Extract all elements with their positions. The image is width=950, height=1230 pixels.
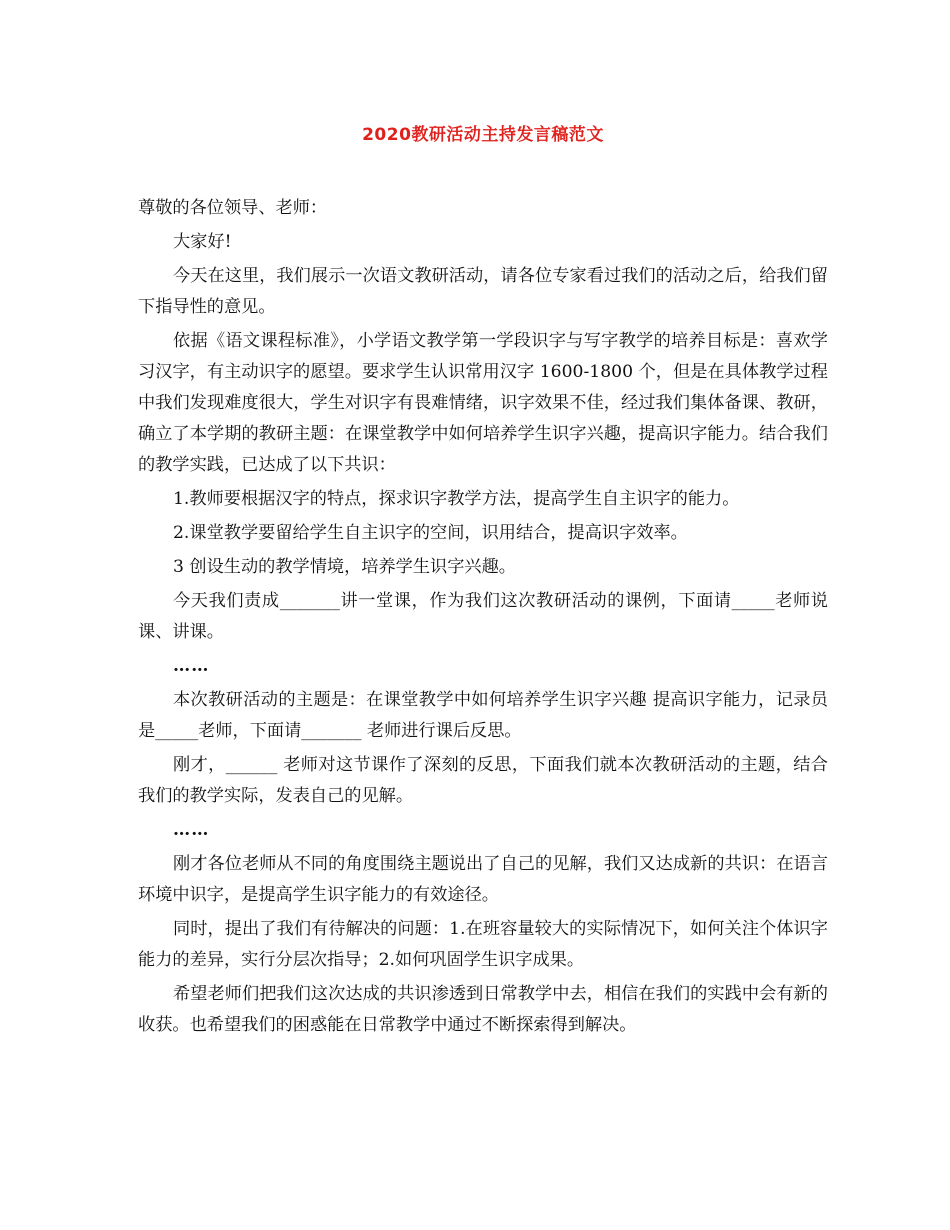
paragraph-problems: 同时，提出了我们有待解决的问题：1.在班容量较大的实际情况下，如何关注个体识字能力的差异，实行分层次指导；2.如何巩固学生识字成果。 [138, 919, 828, 970]
greeting: 大家好! [173, 232, 232, 252]
ellipsis-1: …… [173, 656, 210, 676]
document-page [138, 120, 828, 1044]
paragraph-new-consensus: 刚才各位老师从不同的角度围绕主题说出了自己的见解，我们又达成新的共识：在语言环境中识字，是提高学生识字能力的有效途径。 [138, 854, 828, 905]
consensus-item-1: 1.教师要根据汉字的特点，探求识字教学方法，提高学生自主识字的能力。 [173, 489, 740, 509]
paragraph-standards: 依据《语文课程标准》，小学语文教学第一学段识字与写字教学的培养目标是：喜欢学习汉字，有主动识字的愿望。要求学生认识常用汉字 1600-1800 个，但是在具体教学过程中我们发现难度很大，学生对识字有畏难情绪，识字效果不佳，经过我们集体备课、教研，确立了本学期的教研主题：在课堂教学中如何培养学生识字兴趣，提高识字能力。结合我们的教学实践，已达成了以下共识： [138, 331, 828, 475]
salutation: 尊敬的各位领导、老师： [138, 198, 328, 218]
ellipsis-2: …… [173, 820, 210, 840]
consensus-item-3: 3 创设生动的教学情境，培养学生识字兴趣。 [173, 557, 516, 577]
paragraph-reflection: 刚才，______ 老师对这节课作了深刻的反思，下面我们就本次教研活动的主题，结合我们的教学实际，发表自己的见解。 [138, 755, 828, 806]
consensus-item-2: 2.课堂教学要留给学生自主识字的空间，识用结合，提高识字效率。 [173, 523, 688, 543]
document-title: 2020教研活动主持发言稿范文 [362, 125, 604, 145]
paragraph-closing: 希望老师们把我们这次达成的共识渗透到日常教学中去，相信在我们的实践中会有新的收获。也希望我们的困惑能在日常教学中通过不断探索得到解决。 [138, 984, 828, 1035]
paragraph-lesson: 今天我们责成_______讲一堂课，作为我们这次教研活动的课例，下面请_____老师说课、讲课。 [138, 591, 828, 642]
paragraph-intro: 今天在这里，我们展示一次语文教研活动，请各位专家看过我们的活动之后，给我们留下指导性的意见。 [138, 266, 828, 317]
paragraph-theme: 本次教研活动的主题是：在课堂教学中如何培养学生识字兴趣 提高识字能力，记录员是_____老师，下面请_______ 老师进行课后反思。 [138, 690, 828, 741]
